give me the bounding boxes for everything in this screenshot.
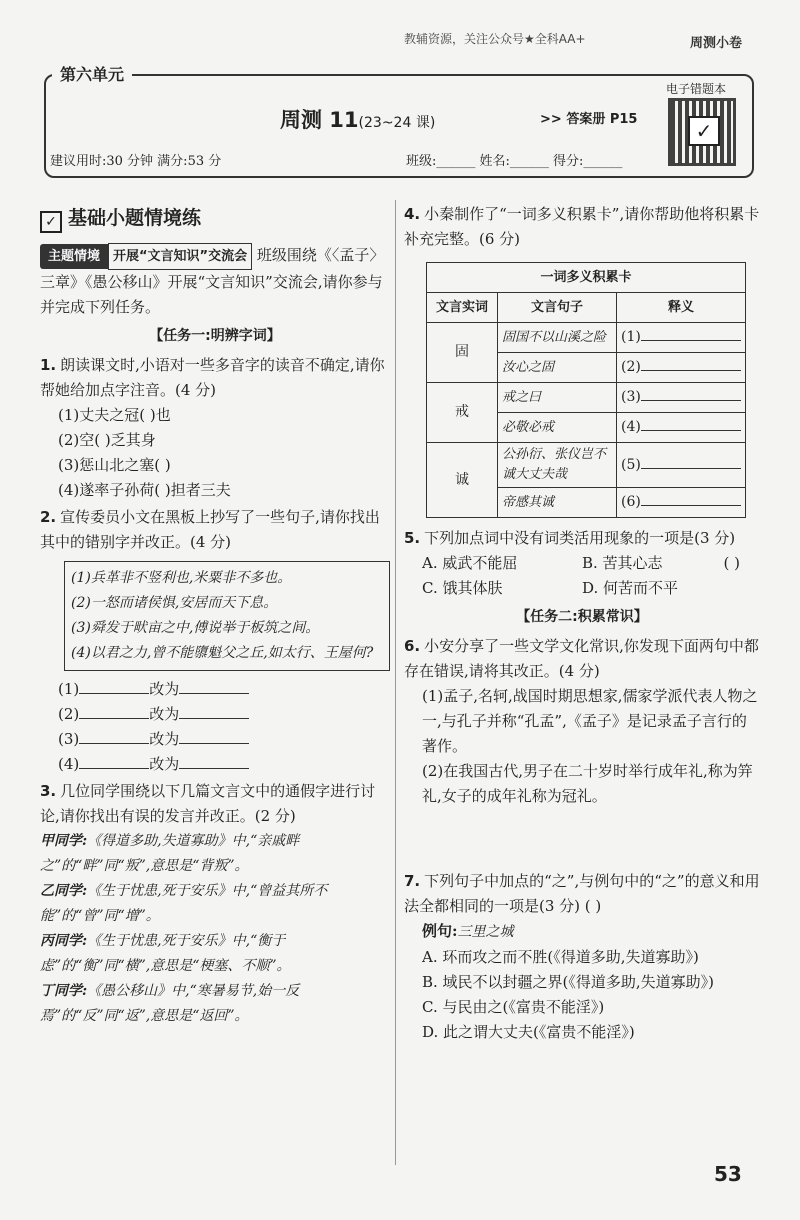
column-divider — [395, 200, 396, 1165]
card-answer[interactable] — [617, 413, 746, 443]
card-title: 一词多义积累卡 — [427, 263, 746, 293]
vocab-card — [426, 262, 746, 518]
answer-blank[interactable] — [641, 326, 741, 341]
blank-index: (1) — [621, 329, 641, 345]
left-column — [40, 200, 390, 1029]
q3-item — [40, 879, 390, 929]
q6-item: (1)孟子,名轲,战国时期思想家,儒家学派代表人物之一,与孔子并称“孔孟”,《孟子》是记录孟子言行的著作。 — [422, 687, 758, 755]
q6-text: 小安分享了一些文学文化常识,你发现下面两句中都存在错误,请将其改正。(4 分) — [404, 637, 759, 680]
speaker: 甲同学: — [40, 833, 88, 849]
answer-blank[interactable] — [641, 356, 741, 371]
title-lessons: (23~24 课) — [358, 115, 436, 131]
q5-options — [404, 576, 760, 601]
q3-text: 几位同学围绕以下几篇文言文中的通假字进行讨论,请你找出有误的发言并改正。(2 分) — [40, 782, 376, 825]
blackboard-line: (1)兵革非不竖利也,米粟非不多也。 — [71, 570, 292, 586]
qr-label: 电子错题本 — [666, 82, 727, 96]
option[interactable]: A. 环而攻之而不胜(《得道多助,失道寡助》) — [422, 948, 699, 966]
check-icon: ✓ — [688, 116, 720, 146]
card-sentence: 公孙衍、张仪岂不诚大丈夫哉 — [498, 443, 617, 488]
q1-item[interactable]: (3)惩山北之塞( ) — [58, 456, 171, 474]
answer-blank[interactable] — [641, 491, 741, 506]
q2-answer-row[interactable] — [40, 727, 390, 752]
change-label: 改为 — [149, 680, 180, 698]
card-sentence: 汝心之固 — [498, 353, 617, 383]
card-word: 诚 — [427, 443, 498, 518]
q1-item[interactable]: (4)遂率子孙荷( )担者三夫 — [58, 481, 231, 499]
answer-blank[interactable] — [79, 754, 149, 769]
intro-block — [40, 243, 390, 320]
q3-item — [40, 929, 390, 979]
answer-blank[interactable] — [79, 704, 149, 719]
blackboard-box — [64, 561, 390, 671]
blank-index: (3) — [621, 389, 641, 405]
right-column — [404, 200, 760, 1045]
theme-name: 开展“文言知识”交流会 — [108, 243, 252, 270]
title-text: 周测 11 — [280, 108, 359, 132]
answer-blank[interactable] — [641, 454, 741, 469]
answer-blank[interactable] — [179, 729, 249, 744]
q6-item: (2)在我国古代,男子在二十岁时举行成年礼,称为笄礼,女子的成年礼称为冠礼。 — [422, 762, 753, 805]
q1-text: 朗读课文时,小语对一些多音字的读音不确定,请你帮她给加点字注音。(4 分) — [40, 356, 385, 399]
card-word: 戒 — [427, 383, 498, 443]
table-row — [427, 323, 746, 353]
speaker: 丁同学: — [40, 983, 88, 999]
card-header: 释义 — [617, 293, 746, 323]
q3-item — [40, 979, 390, 1029]
speaker: 丙同学: — [40, 933, 88, 949]
question-number: 5. — [404, 529, 421, 547]
blackboard-line: (3)舜发于畎亩之中,傅说举于板筑之间。 — [71, 620, 320, 636]
answer-index: (3) — [58, 730, 80, 748]
q1-item[interactable]: (1)丈夫之冠( )也 — [58, 406, 171, 424]
page-title — [280, 104, 435, 134]
table-row — [427, 443, 746, 488]
question-number: 6. — [404, 637, 421, 655]
card-answer[interactable] — [617, 323, 746, 353]
blank-index: (6) — [621, 494, 641, 510]
q5-options — [404, 551, 760, 576]
q5-text: 下列加点词中没有词类活用现象的一项是(3 分) — [424, 529, 736, 547]
card-sentence: 必敬必戒 — [498, 413, 617, 443]
card-header: 文言句子 — [498, 293, 617, 323]
card-word: 固 — [427, 323, 498, 383]
blank-index: (5) — [621, 456, 641, 473]
answer-blank[interactable] — [179, 679, 249, 694]
section-title — [40, 206, 390, 233]
meta-row — [50, 150, 650, 169]
question-3 — [40, 779, 390, 829]
unit-label: 第六单元 — [52, 62, 132, 85]
intro-text: 班级围绕《〈孟子〉三章》《愚公移山》开展“文言知识”交流会,请你参与并完成下列任务。 — [40, 246, 385, 316]
task1-heading: 【任务一:明辨字词】 — [149, 328, 281, 344]
speech: 《生于忧患,死于安乐》中,“曾益其所不能”的“曾”同“增”。 — [40, 883, 328, 924]
top-note: 教辅资源，关注公众号★全科AA+ — [404, 32, 586, 46]
blackboard-line: (2)一怒而诸侯惧,安居而天下息。 — [71, 595, 278, 611]
question-number: 2. — [40, 508, 57, 526]
top-tag: 周测小卷 — [690, 36, 743, 51]
question-number: 7. — [404, 872, 421, 890]
option[interactable]: B. 苦其心志 — [582, 554, 663, 572]
card-answer[interactable] — [617, 383, 746, 413]
option[interactable]: C. 与民由之(《富贵不能淫》) — [422, 998, 605, 1016]
change-label: 改为 — [149, 705, 180, 723]
blank-index: (2) — [621, 359, 641, 375]
page-number: 53 — [714, 1162, 742, 1186]
option[interactable]: D. 何苦而不平 — [582, 579, 679, 597]
answer-blank[interactable] — [641, 386, 741, 401]
answer-index: (1) — [58, 680, 80, 698]
card-answer[interactable] — [617, 443, 746, 488]
speech: 《愚公移山》中,“寒暑易节,始一反焉”的“反”同“返”,意思是“返回”。 — [40, 983, 300, 1024]
q4-text: 小秦制作了“一词多义积累卡”,请你帮助他将积累卡补充完整。(6 分) — [404, 205, 760, 248]
question-number: 4. — [404, 205, 421, 223]
question-4 — [404, 202, 760, 252]
q7-example — [404, 919, 760, 945]
q3-item — [40, 829, 390, 879]
option[interactable]: C. 饿其体肤 — [422, 579, 503, 597]
card-header: 文言实词 — [427, 293, 498, 323]
blank-index: (4) — [621, 419, 641, 435]
task2-heading: 【任务二:积累常识】 — [516, 609, 648, 625]
answer-index: (2) — [58, 705, 80, 723]
q2-answer-row[interactable] — [40, 702, 390, 727]
blackboard-line: (4)以君之力,曾不能隳魁父之丘,如太行、王屋何? — [71, 645, 374, 661]
answer-blank[interactable] — [179, 704, 249, 719]
card-sentence: 帝感其诚 — [498, 488, 617, 518]
question-number: 1. — [40, 356, 57, 374]
card-answer[interactable] — [617, 353, 746, 383]
answer-paren[interactable]: ( ) — [723, 554, 740, 572]
answer-blank[interactable] — [79, 679, 149, 694]
answer-blank[interactable] — [641, 416, 741, 431]
option[interactable]: D. 此之谓大丈夫(《富贵不能淫》) — [422, 1023, 635, 1041]
question-6 — [404, 634, 760, 684]
example-label: 例句: — [422, 922, 458, 940]
speech: 《得道多助,失道寡助》中,“亲戚畔之”的“畔”同“叛”,意思是“背叛”。 — [40, 833, 300, 874]
q2-text: 宣传委员小文在黑板上抄写了一些句子,请你找出其中的错别字并改正。(4 分) — [40, 508, 380, 551]
change-label: 改为 — [149, 755, 180, 773]
q1-item[interactable]: (2)空( )乏其身 — [58, 431, 156, 449]
example-text: 三里之城 — [457, 924, 514, 940]
speaker: 乙同学: — [40, 883, 88, 899]
question-7 — [404, 869, 760, 919]
question-number: 3. — [40, 782, 57, 800]
question-1 — [40, 353, 390, 403]
table-row — [427, 383, 746, 413]
q7-text: 下列句子中加点的“之”,与例句中的“之”的意义和用法全都相同的一项是(3 分) ( ) — [404, 872, 760, 915]
change-label: 改为 — [149, 730, 180, 748]
card-answer[interactable] — [617, 488, 746, 518]
answer-index: (4) — [58, 755, 80, 773]
answer-blank[interactable] — [79, 729, 149, 744]
checkbox-icon: ✓ — [40, 211, 62, 233]
meta-left: 建议用时:30 分钟 满分:53 分 — [50, 154, 222, 169]
answer-ref: >> 答案册 P15 — [540, 112, 638, 127]
answer-ref-text: 答案册 P15 — [566, 112, 638, 127]
answer-blank[interactable] — [179, 754, 249, 769]
meta-right[interactable]: 班级:______ 姓名:______ 得分:______ — [406, 154, 623, 169]
theme-tag: 主题情境 — [40, 244, 108, 269]
option[interactable]: B. 域民不以封疆之界(《得道多助,失道寡助》) — [422, 973, 715, 991]
card-sentence: 戒之曰 — [498, 383, 617, 413]
question-2 — [40, 505, 390, 555]
card-sentence: 固国不以山溪之险 — [498, 323, 617, 353]
section-title-text: 基础小题情境练 — [68, 207, 202, 229]
option[interactable]: A. 威武不能屈 — [422, 554, 518, 572]
speech: 《生于忧患,死于安乐》中,“衡于虑”的“衡”同“横”,意思是“梗塞、不顺”。 — [40, 933, 291, 974]
q2-answer-row[interactable] — [40, 677, 390, 702]
q2-answer-row[interactable] — [40, 752, 390, 777]
